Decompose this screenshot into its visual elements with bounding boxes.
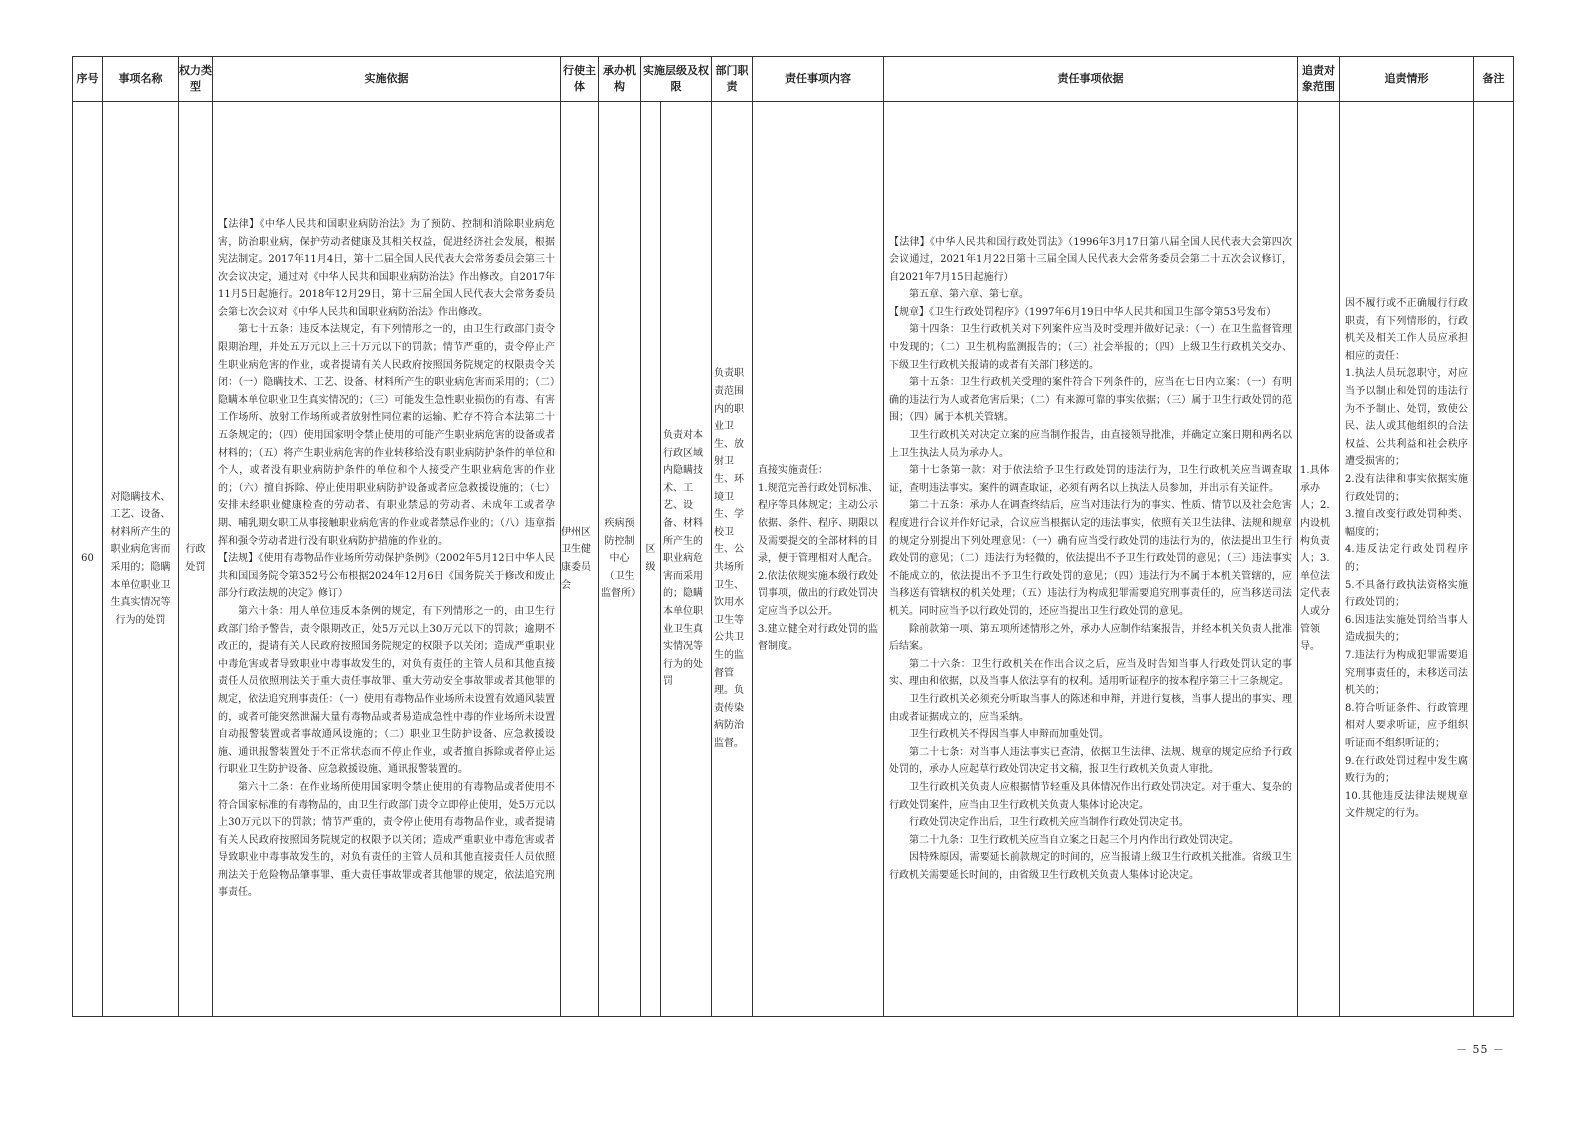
accountability-text	[1340, 295, 1473, 823]
table-row	[73, 102, 1514, 1017]
resp-content-paragraph: 3.建立健全对行政处罚的监督制度。	[758, 623, 878, 653]
resp-basis-paragraph: 卫生行政机关对决定立案的应当制作报告，由直接领导批准，并确定立案日期和两名以上卫生执法人员为承办人。	[889, 430, 1292, 459]
accountability-paragraph: 3.擅自改变行政处罚种类、幅度的；	[1345, 509, 1468, 538]
header-name: 事项名称	[103, 57, 179, 102]
header-duty: 部门职责	[712, 57, 753, 102]
header-accountability: 追责情形	[1340, 57, 1474, 102]
resp-basis-paragraph: 第二十五条：承办人在调查终结后，应当对违法行为的事实、性质、情节以及社会危害程度进行合议并作好记录，合议应当根据认定的违法事实，依照有关卫生法律、法规和规章的规定分别提出下列处理意见：（一）确有应当受行政处罚的违法行为的，依法提出卫生行政处罚的意见；（二）违法行为轻微的，依法提出不予卫生行政处罚的意见；（三）违法事实不能成立的，依法提出不予卫生行政处罚的意见；（四）违法行为不属于本机关管辖的，应当移送有管辖权的机关处理；（五）违法行为构成犯罪需要追究刑事责任的，应当移送司法机关。同时应当予以行政处罚的，还应当提出卫生行政处罚的意见。	[889, 500, 1292, 617]
cell-accountability	[1340, 102, 1474, 1017]
header-row	[73, 57, 1514, 102]
cell-resp-basis	[884, 102, 1298, 1017]
header-power-type: 权力类型	[179, 57, 213, 102]
cell-level-scope: 负责对本行政区域内隐瞒技术、工艺、设备、材料所产生的职业病危害而采用的；隐瞒本单位职业卫生真实情况等行为的处罚	[661, 102, 712, 1017]
cell-name: 对隐瞒技术、工艺、设备、材料所产生的职业病危害而采用的；隐瞒本单位职业卫生真实情况等行为的处罚	[103, 102, 179, 1017]
responsibility-list-table	[72, 56, 1514, 1017]
resp-content-paragraph: 2.依法依规实施本级行政处罚事项，做出的行政处罚决定应当予以公开。	[758, 570, 878, 617]
cell-basis	[213, 102, 561, 1017]
cell-level: 区级	[641, 102, 661, 1017]
header-remark: 备注	[1474, 57, 1514, 102]
accountability-paragraph: 10.其他违反法律法规规章文件规定的行为。	[1345, 790, 1468, 820]
page-number: － 55 －	[1456, 1043, 1505, 1056]
resp-basis-paragraph: 卫生行政机关必须充分听取当事人的陈述和申辩，并进行复核，当事人提出的事实、理由或者证据成立的，应当采纳。	[889, 693, 1292, 723]
resp-basis-paragraph: 【规章】《卫生行政处罚程序》（1997年6月19日中华人民共和国卫生部令第53号发布）	[889, 306, 1277, 318]
resp-basis-paragraph: 行政处罚决定作出后，卫生行政机关应当制作行政处罚决定书。	[909, 817, 1189, 829]
resp-basis-paragraph: 第五章、第六章、第七章。	[909, 289, 1029, 301]
accountability-paragraph: 2.没有法律和事实依据实施行政处罚的；	[1345, 474, 1468, 503]
cell-duty: 负责职责范围内的职业卫生、放射卫生、环境卫生、学校卫生、公共场所卫生、饮用水卫生等公共卫生的监督管理。负责传染病防治监督。	[712, 102, 753, 1017]
accountability-paragraph: 因不履行或不正确履行行政职责，有下列情形的，行政机关及相关工作人员应承担相应的责任：	[1345, 298, 1468, 362]
accountability-paragraph: 9.在行政处罚过程中发生腐败行为的；	[1345, 755, 1468, 785]
basis-paragraph: 第七十五条：违反本法规定，有下列情形之一的，由卫生行政部门责令限期治理，并处五万元以上三十万元以下的罚款；情节严重的，责令停止产生职业病危害的作业，或者提请有关人民政府按照国务院规定的权限责令关闭：（一）隐瞒技术、工艺、设备、材料所产生的职业病危害而采用的；（二）隐瞒本单位职业卫生真实情况的；（三）可能发生急性职业损伤的有毒、有害工作场所、放射工作场所或者放射性同位素的运输、贮存不符合本法第二十五条规定的；（四）使用国家明令禁止使用的可能产生职业病危害的设备或者材料的；（五）将产生职业病危害的作业转移给没有职业病防护条件的单位和个人，或者没有职业病防护条件的单位和个人接受产生职业病危害的作业的；（六）擅自拆除、停止使用职业病防护设备或者应急救援设施的；（七）安排未经职业健康检查的劳动者、有职业禁忌的劳动者、未成年工或者孕期、哺乳期女职工从事接触职业病危害的作业或者禁忌作业的；（八）违章指挥和强令劳动者进行没有职业病防护措施的作业的。	[218, 324, 555, 547]
accountability-paragraph: 4.违反法定行政处罚程序的；	[1345, 544, 1468, 573]
resp-basis-paragraph: 第十四条：卫生行政机关对下列案件应当及时受理并做好记录：（一）在卫生监督管理中发现的；（二）卫生机构监测报告的；（三）社会举报的；（四）上级卫生行政机关交办、下级卫生行政机关报请的或者有关部门移送的。	[889, 324, 1292, 371]
resp-content-paragraph: 1.规范完善行政处罚标准、程序等具体规定；主动公示依据、条件、程序、期限以及需要提交的全部材料的目录，便于管理相对人配合。	[758, 482, 878, 565]
resp-basis-text	[884, 234, 1297, 885]
basis-paragraph: 【法律】《中华人民共和国职业病防治法》为了预防、控制和消除职业病危害，防治职业病，保护劳动者健康及其相关权益，促进经济社会发展，根据宪法制定。2017年11月4日，第十二届全国人民代表大会常务委员会第三十次会议决定，通过对《中华人民共和国职业病防治法》作出修改。自2017年11月5日起施行。2018年12月29日，第十三届全国人民代表大会常务委员会第七次会议对《中华人民共和国职业病防治法》作出修改。	[218, 218, 555, 318]
resp-basis-paragraph: 第十七条第一款：对于依法给予卫生行政处罚的违法行为，卫生行政机关应当调查取证，查明违法事实。案件的调查取证，必须有两名以上执法人员参加，并出示有关证件。	[889, 465, 1292, 494]
basis-paragraph: 第六十二条：在作业场所使用国家明令禁止使用的有毒物品或者使用不符合国家标准的有毒物品的，由卫生行政部门责令立即停止使用，处5万元以上30万元以下的罚款；情节严重的，责令停止使用有毒物品作业，或者提请有关人民政府按照国务院规定的权限予以关闭；造成严重职业中毒危害或者导致职业中毒事故发生的，对负有责任的主管人员和其他直接责任人员依照刑法关于危险物品肇事罪、重大责任事故罪或者其他罪的规定，依法追究刑事责任。	[218, 781, 555, 899]
cell-remark	[1474, 102, 1514, 1017]
cell-agency: 疾病预防控制中心（卫生监督所）	[599, 102, 641, 1017]
header-accountable: 追责对象范围	[1298, 57, 1340, 102]
accountability-paragraph: 1.执法人员玩忽职守，对应当予以制止和处罚的违法行为不予制止、处罚，致使公民、法人或其他组织的合法权益、公共利益和社会秩序遭受损害的；	[1345, 368, 1468, 468]
accountability-paragraph: 6.因违法实施处罚给当事人造成损失的；	[1345, 614, 1468, 644]
cell-power-type: 行政处罚	[179, 102, 213, 1017]
resp-basis-paragraph: 卫生行政机关负责人应根据情节轻重及具体情况作出行政处罚决定。对于重大、复杂的行政处罚案件，应当由卫生行政机关负责人集体讨论决定。	[889, 781, 1292, 811]
resp-basis-paragraph: 【法律】《中华人民共和国行政处罚法》（1996年3月17日第八届全国人民代表大会第四次会议通过，2021年1月22日第十三届全国人民代表大会常务委员会第二十五次会议修订，自2021年7月15日起施行）	[889, 236, 1292, 283]
header-basis: 实施依据	[213, 57, 561, 102]
resp-basis-paragraph: 第二十六条：卫生行政机关在作出合议之后，应当及时告知当事人行政处罚认定的事实、理由和依据，以及当事人依法享有的权利。适用听证程序的按本程序第三十三条规定。	[889, 658, 1292, 688]
accountability-paragraph: 7.违法行为构成犯罪需要追究刑事责任的，未移送司法机关的；	[1345, 649, 1468, 697]
cell-seq: 60	[73, 102, 103, 1017]
accountability-paragraph: 5.不具备行政执法资格实施行政处罚的；	[1345, 579, 1468, 609]
header-seq: 序号	[73, 57, 103, 102]
resp-basis-paragraph: 第二十九条：卫生行政机关应当自立案之日起三个月内作出行政处罚决定。	[909, 834, 1239, 846]
header-resp-content: 责任事项内容	[753, 57, 884, 102]
header-subject: 行使主体	[561, 57, 599, 102]
cell-accountable: 1.具体承办人；2.内设机构负责人；3.单位法定代表人或分管领导。	[1298, 102, 1340, 1017]
resp-basis-paragraph: 第二十七条：对当事人违法事实已查清，依据卫生法律、法规、规章的规定应给予行政处罚的，承办人应起草行政处罚决定书文稿，报卫生行政机关负责人审批。	[889, 746, 1292, 776]
header-level: 实施层级及权限	[641, 57, 712, 102]
resp-content-paragraph: 直接实施责任：	[758, 465, 828, 477]
basis-text	[213, 216, 560, 902]
accountability-paragraph: 8.符合听证条件、行政管理相对人要求听证，应予组织听证而不组织听证的；	[1345, 702, 1468, 749]
resp-basis-paragraph: 第十五条：卫生行政机关受理的案件符合下列条件的，应当在七日内立案：（一）有明确的违法行为人或者危害后果；（二）有来源可靠的事实依据；（三）属于卫生行政处罚的范围；（四）属于本机关管辖。	[889, 377, 1292, 424]
resp-basis-paragraph: 卫生行政机关不得因当事人申辩而加重处罚。	[909, 729, 1109, 741]
resp-basis-paragraph: 因特殊原因，需要延长前款规定的时间的，应当报请上级卫生行政机关批准。省级卫生行政机关需要延长时间的，由省级卫生行政机关负责人集体讨论决定。	[889, 852, 1292, 881]
basis-paragraph: 第六十条：用人单位违反本条例的规定，有下列情形之一的，由卫生行政部门给予警告，责令限期改正，处5万元以上30万元以下的罚款；逾期不改正的，提请有关人民政府按照国务院规定的权限予以关闭；造成严重职业中毒危害或者导致职业中毒事故发生的，对负有责任的主管人员和其他直接责任人员依照刑法关于重大责任事故罪、重大劳动安全事故罪或者其他罪的规定，依法追究刑事责任：（一）使用有毒物品作业场所未设置有效通风装置的，或者可能突然泄漏大量有毒物品或者易造成急性中毒的作业场所未设置自动报警装置或者事故通风设施的；（二）职业卫生防护设备、应急救援设施、通讯报警装置处于不正常状态而不停止作业，或者擅自拆除或者停止运行职业卫生防护设备、应急救援设施、通讯报警装置的。	[218, 605, 555, 776]
cell-resp-content	[753, 102, 884, 1017]
basis-paragraph: 【法规】《使用有毒物品作业场所劳动保护条例》（2002年5月12日中华人民共和国国务院令第352号公布根据2024年12月6日《国务院关于修改和废止部分行政法规的决定》修订）	[218, 553, 555, 600]
cell-subject: 伊州区卫生健康委员会	[561, 102, 599, 1017]
header-agency: 承办机构	[599, 57, 641, 102]
resp-content-text	[753, 462, 883, 656]
header-resp-basis: 责任事项依据	[884, 57, 1298, 102]
resp-basis-paragraph: 除前款第一项、第五项所述情形之外，承办人应制作结案报告，并经本机关负责人批准后结案。	[889, 623, 1292, 653]
